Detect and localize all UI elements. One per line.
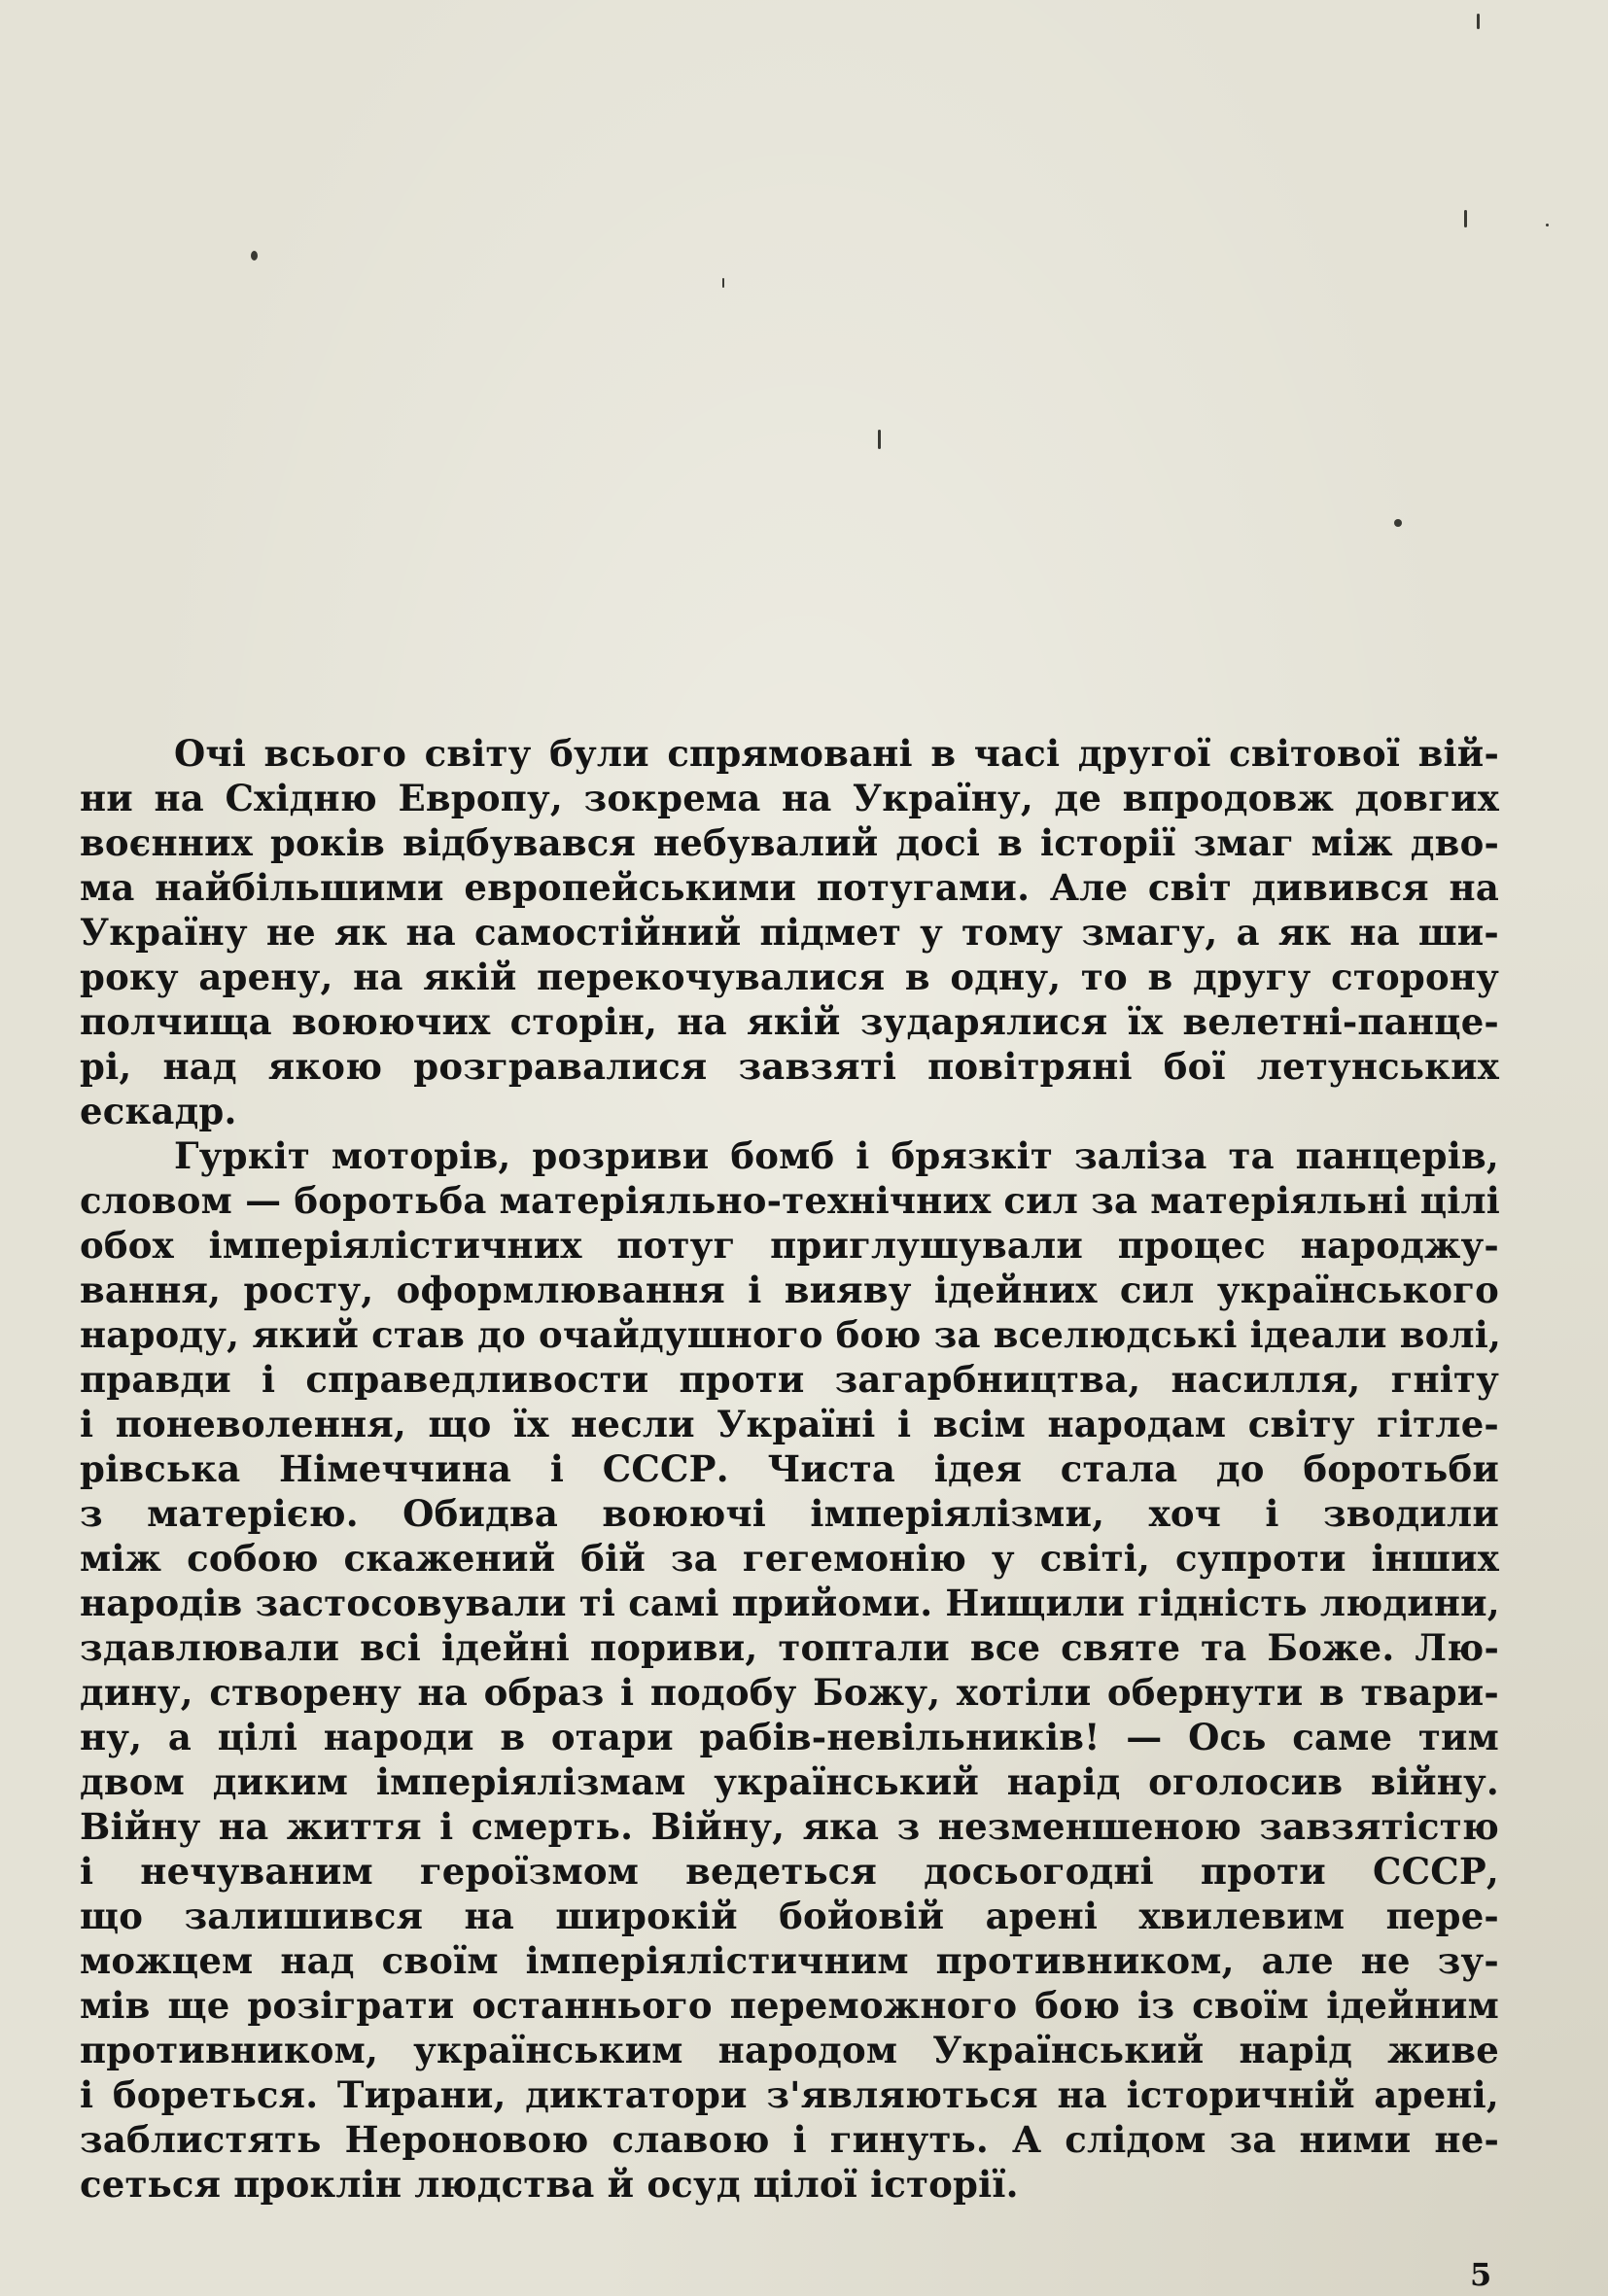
paper-speck xyxy=(878,430,881,449)
text-line: воєнних років відбувався небувалий досі в історії змаг між дво- xyxy=(80,821,1499,864)
page-number: 5 xyxy=(1470,2256,1492,2293)
text-line: ескадр. xyxy=(80,1090,237,1132)
text-line: мів ще розіграти останнього переможного бою із своїм ідейним xyxy=(80,1984,1499,2027)
text-line: ма найбільшими европейськими потугами. Але світ дивився на xyxy=(80,866,1499,909)
text-line: Війну на життя і смерть. Війну, яка з незменшеною завзятістю xyxy=(80,1805,1499,1848)
paper-speck xyxy=(722,278,724,288)
text-line: народу, який став до очайдушного бою за вселюдські ідеали волі, xyxy=(80,1313,1502,1356)
paragraph xyxy=(80,1133,1502,2207)
text-line: з матерією. Обидва воюючі імперіялізми, хоч і зводили xyxy=(80,1492,1499,1535)
paper-speck xyxy=(1464,210,1467,227)
text-line: вання, росту, оформлювання і вияву ідейних сил українського xyxy=(80,1269,1499,1311)
text-line: між собою скажений бій за гегемонію у світі, супроти інших xyxy=(80,1537,1499,1580)
text-line: обох імперіялістичних потуг приглушували процес народжу- xyxy=(80,1224,1499,1267)
text-line: рі, над якою розгравалися завзяті повітряні бої летунських xyxy=(80,1045,1499,1088)
paper-speck xyxy=(1477,14,1480,29)
text-line: ну, а цілі народи в отари рабів-невільників! — Ось саме тим xyxy=(80,1716,1499,1758)
text-line: здавлювали всі ідейні пориви, топтали все святе та Боже. Лю- xyxy=(80,1626,1499,1669)
paper-speck xyxy=(1394,519,1402,527)
text-line: Україну не як на самостійний підмет у тому змагу, а як на ши- xyxy=(80,911,1499,954)
text-line: і нечуваним героїзмом ведеться досьогодні проти СССР, xyxy=(80,1850,1499,1893)
text-line: року арену, на якій перекочувалися в одну, то в другу сторону xyxy=(80,956,1499,998)
text-line: Очі всього світу були спрямовані в часі другої світової вій- xyxy=(174,732,1499,775)
text-line: словом — боротьба матеріяльно-технічних сил за матеріяльні цілі xyxy=(80,1179,1501,1222)
text-line: народів застосовували ті самі прийоми. Нищили гідність людини, xyxy=(80,1582,1500,1624)
text-line: ни на Східню Европу, зокрема на Україну, де впродовж довгих xyxy=(80,777,1499,819)
paragraph xyxy=(80,731,1499,1133)
text-line: рівська Німеччина і СССР. Чиста ідея стала до боротьби xyxy=(80,1447,1499,1490)
text-line: противником, українським народом Український нарід живе xyxy=(80,2029,1499,2071)
text-line: і бореться. Тирани, диктатори з'являються на історичній арені, xyxy=(80,2073,1499,2116)
text-line: і поневолення, що їх несли Україні і всім народам світу гітле- xyxy=(80,1403,1499,1445)
text-line: можцем над своїм імперіялістичним противником, але не зу- xyxy=(80,1939,1499,1982)
text-line: що залишився на широкій бойовій арені хвилевим пере- xyxy=(80,1895,1499,1937)
paper-speck xyxy=(251,251,258,261)
text-line: двом диким імперіялізмам український нарід оголосив війну. xyxy=(80,1760,1499,1803)
text-line: сеться проклін людства й осуд цілої історії. xyxy=(80,2163,1019,2206)
text-line: заблистять Нероновою славою і гинуть. А слідом за ними не- xyxy=(80,2118,1499,2161)
text-line: правди і справедливости проти загарбництва, насилля, гніту xyxy=(80,1358,1499,1401)
paper-speck xyxy=(1546,224,1549,226)
body-text xyxy=(80,731,1502,2207)
text-line: полчища воюючих сторін, на якій зударялися їх велетні-панце- xyxy=(80,1000,1499,1043)
text-line: Гуркіт моторів, розриви бомб і брязкіт заліза та панцерів, xyxy=(174,1134,1499,1177)
text-line: дину, створену на образ і подобу Божу, хотіли обернути в твари- xyxy=(80,1671,1499,1714)
